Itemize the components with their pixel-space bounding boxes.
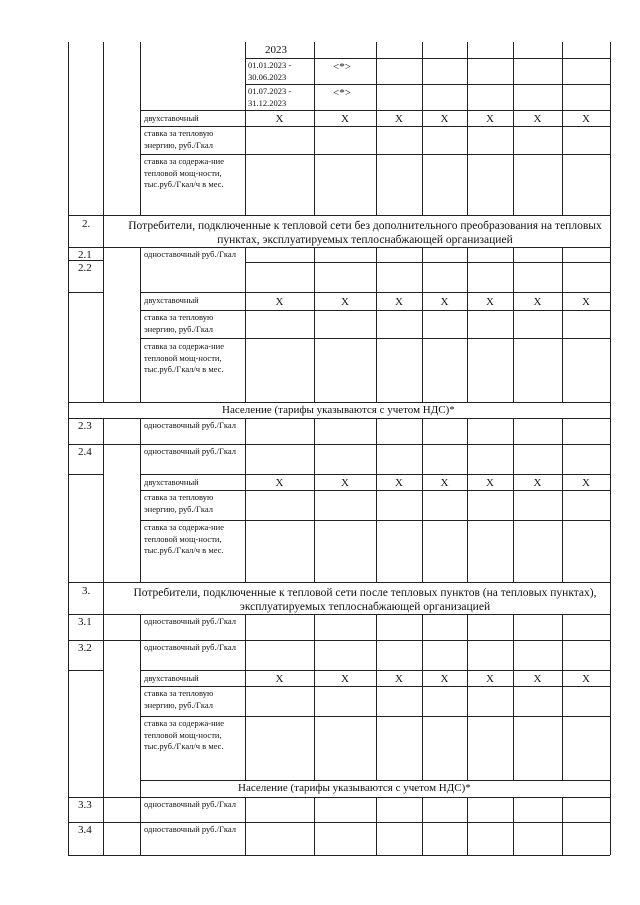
grid-line: [140, 292, 610, 293]
capacity-rate-label: ставка за содержа-ние тепловой мощ-ности, тыс.руб./Гкал/ч в мес.: [144, 718, 225, 751]
x-mark: X: [440, 673, 449, 685]
table-bottom-border: [68, 855, 610, 856]
grid-line: [513, 614, 514, 780]
grid-line: [562, 42, 563, 215]
grid-line: [562, 247, 563, 402]
grid-line: [467, 797, 468, 855]
grid-line: [245, 84, 610, 85]
grid-line: [103, 247, 104, 402]
x-mark: X: [533, 673, 542, 685]
grid-line: [103, 418, 104, 582]
one-rate-label: одноставочный руб./Гкал: [144, 616, 236, 626]
row-divider: [68, 444, 610, 445]
x-mark: X: [275, 477, 284, 489]
header-period-1: 01.01.2023 - 30.06.2023: [248, 60, 292, 82]
two-rate-label: двухставочный: [144, 673, 199, 683]
grid-line: [376, 418, 377, 582]
grid-line: [68, 822, 610, 823]
x-mark: X: [582, 113, 590, 125]
grid-line: [314, 418, 315, 582]
grid-line: [422, 797, 423, 855]
row-2-3: 2.3: [78, 420, 92, 432]
x-mark: X: [275, 113, 284, 125]
x-mark: X: [275, 296, 284, 308]
grid-line: [68, 247, 610, 248]
grid-line: [562, 418, 563, 582]
grid-line: [513, 797, 514, 855]
grid-line: [314, 247, 315, 402]
grid-line: [140, 780, 610, 781]
x-mark: X: [395, 673, 403, 685]
grid-line: [68, 670, 103, 671]
x-mark: X: [582, 477, 590, 489]
grid-line: [140, 686, 610, 687]
grid-line: [140, 474, 610, 475]
table-right-border: [610, 42, 611, 855]
grid-line: [376, 247, 377, 402]
grid-line: [376, 797, 377, 855]
grid-line: [422, 614, 423, 780]
header-mark-1: <*>: [333, 61, 351, 73]
x-mark: X: [582, 296, 590, 308]
grid-line: [562, 797, 563, 855]
grid-line: [140, 126, 610, 127]
grid-line: [513, 247, 514, 402]
row-2-2: 2.2: [78, 262, 92, 274]
grid-line: [68, 418, 610, 419]
grid-line: [245, 58, 610, 59]
row-3-4: 3.4: [78, 824, 92, 836]
grid-line: [68, 402, 610, 403]
grid-line: [140, 110, 610, 111]
grid-line: [376, 42, 377, 215]
grid-line: [245, 418, 246, 582]
grid-line: [103, 780, 104, 855]
one-rate-label: одноставочный руб./Гкал: [144, 824, 236, 834]
grid-line: [245, 614, 246, 780]
energy-rate-label: ставка за тепловую энергию, руб./Гкал: [144, 688, 214, 710]
section-3-top: [68, 582, 610, 583]
row-3-1: 3.1: [78, 616, 92, 628]
grid-line: [467, 614, 468, 780]
x-mark: X: [486, 113, 494, 125]
grid-line: [68, 292, 103, 293]
two-rate-label: двухставочный: [144, 113, 199, 123]
section-2-top: [68, 215, 610, 216]
grid-line: [245, 262, 610, 263]
x-mark: X: [533, 113, 542, 125]
grid-line: [513, 418, 514, 582]
x-mark: X: [440, 113, 449, 125]
x-mark: X: [486, 673, 494, 685]
grid-line: [140, 520, 610, 521]
energy-rate-label: ставка за тепловую энергию, руб./Гкал: [144, 128, 214, 150]
x-mark: X: [486, 477, 494, 489]
grid-line: [513, 42, 514, 215]
x-mark: X: [341, 673, 349, 685]
section-3-number: 3.: [82, 585, 91, 597]
header-mark-2: <*>: [333, 87, 351, 99]
grid-line: [103, 614, 104, 780]
grid-line: [140, 614, 141, 780]
header-period-2: 01.07.2023 - 31.12.2023: [248, 86, 292, 108]
grid-line: [422, 247, 423, 402]
grid-line: [245, 247, 246, 402]
energy-rate-label: ставка за тепловую энергию, руб./Гкал: [144, 312, 214, 334]
grid-line: [140, 418, 141, 582]
one-rate-label: одноставочный руб./Гкал: [144, 420, 236, 430]
one-rate-label: одноставочный руб./Гкал: [144, 249, 236, 259]
header-year: 2023: [265, 44, 287, 56]
grid-line: [68, 797, 610, 798]
capacity-rate-label: ставка за содержа-ние тепловой мощ-ности, тыс.руб./Гкал/ч в мес.: [144, 156, 225, 189]
x-mark: X: [275, 673, 284, 685]
grid-line: [140, 310, 610, 311]
x-mark: X: [395, 296, 403, 308]
capacity-rate-label: ставка за содержа-ние тепловой мощ-ности, тыс.руб./Гкал/ч в мес.: [144, 341, 225, 374]
section-3-title: Потребители, подключенные к тепловой сети после тепловых пунктов (на тепловых пунктах), эксплуатируемых теплоснабжающей организацией: [133, 587, 597, 613]
grid-line: [103, 215, 104, 247]
population-header: Население (тарифы указываются с учетом НДС)*: [222, 404, 455, 416]
two-rate-label: двухставочный: [144, 477, 199, 487]
grid-line: [562, 614, 563, 780]
grid-line: [467, 247, 468, 402]
grid-line: [140, 716, 610, 717]
grid-line: [103, 582, 104, 614]
grid-line: [140, 780, 141, 855]
grid-line: [140, 154, 610, 155]
grid-line: [422, 418, 423, 582]
grid-line: [314, 797, 315, 855]
one-rate-label: одноставочный руб./Гкал: [144, 446, 236, 456]
capacity-rate-label: ставка за содержа-ние тепловой мощ-ности, тыс.руб./Гкал/ч в мес.: [144, 522, 225, 555]
x-mark: X: [341, 477, 349, 489]
x-mark: X: [395, 477, 403, 489]
one-rate-label: одноставочный руб./Гкал: [144, 642, 236, 652]
table-left-border: [68, 42, 69, 855]
two-rate-label: двухставочный: [144, 295, 199, 305]
row-3-3: 3.3: [78, 799, 92, 811]
population-header: Население (тарифы указываются с учетом НДС)*: [238, 782, 471, 794]
row-2-4: 2.4: [78, 446, 92, 458]
x-mark: X: [341, 113, 349, 125]
grid-line: [140, 490, 610, 491]
grid-line: [467, 418, 468, 582]
row-3-2: 3.2: [78, 642, 92, 654]
x-mark: X: [341, 296, 349, 308]
section-2-title: Потребители, подключенные к тепловой сети без дополнительного преобразования на тепловых пунктах, эксплуатируемых теплоснабжающей организацией: [128, 220, 602, 246]
one-rate-label: одноставочный руб./Гкал: [144, 799, 236, 809]
grid-line: [245, 42, 246, 215]
row-2-1: 2.1: [78, 249, 92, 261]
grid-line: [314, 614, 315, 780]
x-mark: X: [440, 477, 449, 489]
x-mark: X: [395, 113, 403, 125]
x-mark: X: [533, 477, 542, 489]
energy-rate-label: ставка за тепловую энергию, руб./Гкал: [144, 492, 214, 514]
grid-line: [140, 338, 610, 339]
grid-line: [103, 42, 104, 215]
grid-line: [467, 42, 468, 215]
grid-line: [68, 640, 610, 641]
grid-line: [140, 247, 141, 402]
x-mark: X: [440, 296, 449, 308]
grid-line: [68, 614, 610, 615]
grid-line: [140, 42, 141, 215]
x-mark: X: [582, 673, 590, 685]
x-mark: X: [486, 296, 494, 308]
x-mark: X: [533, 296, 542, 308]
grid-line: [376, 614, 377, 780]
grid-line: [245, 797, 246, 855]
grid-line: [68, 474, 103, 475]
grid-line: [422, 42, 423, 215]
grid-line: [140, 670, 610, 671]
section-2-number: 2.: [82, 218, 91, 230]
